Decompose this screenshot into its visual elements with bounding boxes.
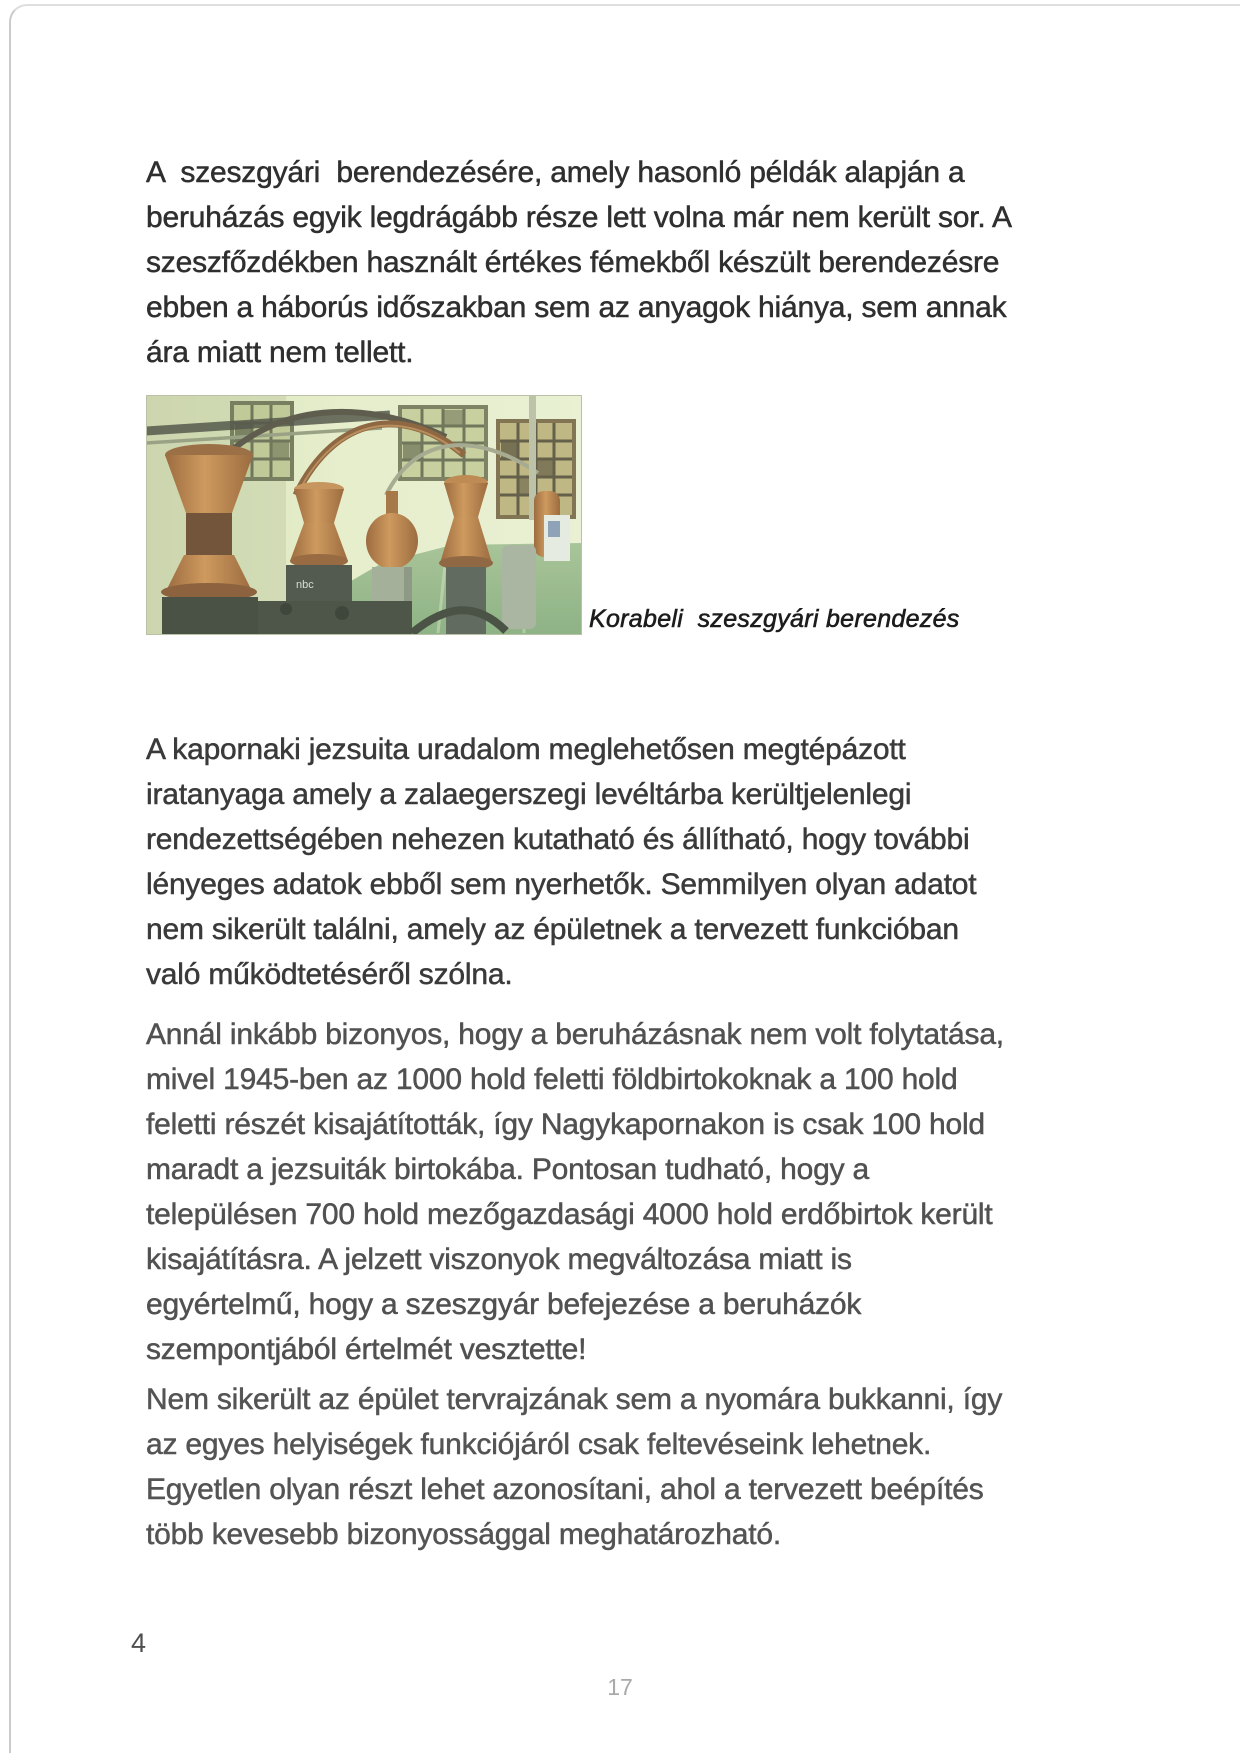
- body-paragraph-3: [146, 1012, 1004, 1372]
- text-line: feletti részét kisajátították, így Nagykapornakon is csak 100 hold: [146, 1108, 985, 1141]
- text-line: szeszfőzdékben használt értékes fémekből készült berendezésre: [146, 246, 1000, 279]
- text-line: lényeges adatok ebből sem nyerhetők. Semmilyen olyan adatot: [146, 868, 977, 901]
- text-line: ebben a háborús időszakban sem az anyagok hiánya, sem annak: [146, 291, 1007, 324]
- text-line: maradt a jezsuiták birtokába. Pontosan tudható, hogy a: [146, 1153, 869, 1186]
- text-line: nem sikerült találni, amely az épületnek a tervezett funkcióban: [146, 913, 959, 946]
- text-line: szempontjából értelmét vesztette!: [146, 1333, 587, 1366]
- text-line: Egyetlen olyan részt lehet azonosítani, ahol a tervezett beépítés: [146, 1473, 984, 1506]
- text-line: településen 700 hold mezőgazdasági 4000 hold erdőbirtok került: [146, 1198, 993, 1231]
- text-line: beruházás egyik legdrágább része lett volna már nem került sor. A: [146, 201, 1012, 234]
- text-line: mivel 1945-ben az 1000 hold feletti földbirtokoknak a 100 hold: [146, 1063, 958, 1096]
- text-line: kisajátításra. A jelzett viszonyok megváltozása miatt is: [146, 1243, 852, 1276]
- text-line: A szeszgyári berendezésére, amely hasonló példák alapján a: [146, 156, 965, 189]
- page-number: 4: [131, 1628, 147, 1658]
- photo-caption: Korabeli szeszgyári berendezés: [589, 605, 960, 633]
- distillery-photo: [146, 395, 582, 635]
- text-line: ára miatt nem tellett.: [146, 336, 414, 369]
- photo-label-text: nbc: [296, 579, 314, 591]
- text-line: több kevesebb bizonyossággal meghatározható.: [146, 1518, 781, 1551]
- text-line: rendezettségében nehezen kutatható és állítható, hogy további: [146, 823, 970, 856]
- folio-number: 17: [607, 1674, 633, 1700]
- distillery-photo-graphic: [146, 395, 582, 635]
- body-paragraph-2: [146, 727, 976, 997]
- text-line: Annál inkább bizonyos, hogy a beruházásnak nem volt folytatása,: [146, 1018, 1004, 1051]
- text-line: az egyes helyiségek funkciójáról csak feltevéseink lehetnek.: [146, 1428, 932, 1461]
- text-line: Nem sikerült az épület tervrajzának sem a nyomára bukkanni, így: [146, 1383, 1003, 1416]
- text-line: iratanyaga amely a zalaegerszegi levéltárba kerültjelenlegi: [146, 778, 912, 811]
- text-line: való működtetéséről szólna.: [146, 958, 513, 991]
- text-line: egyértelmű, hogy a szeszgyár befejezése a beruházók: [146, 1288, 862, 1321]
- body-paragraph-4: [146, 1377, 1002, 1557]
- body-paragraph-1: [146, 150, 1012, 375]
- text-line: A kapornaki jezsuita uradalom meglehetősen megtépázott: [146, 733, 906, 766]
